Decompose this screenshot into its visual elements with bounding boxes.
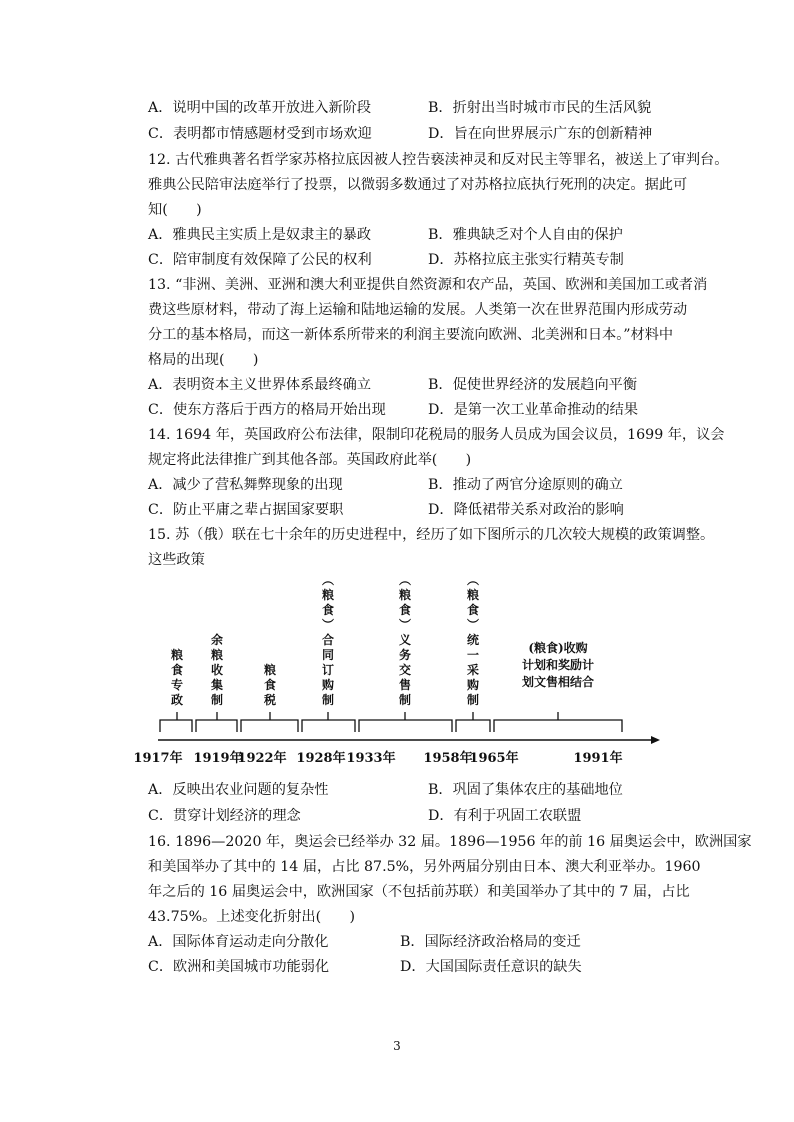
timeline-year-label: 1919年	[193, 751, 243, 766]
page-number: 3	[393, 1039, 401, 1053]
q14-stem-line-1: 14. 1694 年，英国政府公布法律，限制印花税局的服务人员成为国会议员，1699 年，议会	[148, 427, 725, 443]
timeline-axis-arrow	[651, 736, 660, 744]
q12-stem-line-3: 知( )	[148, 202, 202, 218]
timeline-year-label: 1991年	[573, 751, 623, 766]
q13-stem-line-4: 格局的出现( )	[148, 352, 259, 368]
q16-option-d: D．大国国际责任意识的缺失	[400, 959, 582, 975]
timeline-policy-label: 粮食专政	[170, 648, 184, 707]
q13-option-b: B．促使世界经济的发展趋向平衡	[428, 377, 638, 393]
q14-stem-line-2: 规定将此法律推广到其他各部。英国政府此举( )	[148, 452, 472, 468]
timeline-policy-label: (粮食)收购计划和奖励计划文售相结合	[521, 641, 595, 689]
q11-option-b: B．折射出当时城市市民的生活风貌	[428, 100, 652, 116]
policy-timeline-figure	[130, 580, 670, 770]
timeline-policy-label: 粮食税	[263, 663, 277, 707]
q12-option-a: A．雅典民主实质上是奴隶主的暴政	[148, 227, 372, 243]
q13-stem-line-2: 费这些原材料，带动了海上运输和陆地运输的发展。人类第一次在世界范围内形成劳动	[148, 302, 688, 318]
timeline-brackets	[160, 712, 622, 732]
q14-option-c: C．防止平庸之辈占据国家要职	[148, 502, 344, 518]
timeline-year-label: 1965年	[469, 751, 519, 766]
q16-stem-line-2: 和美国举办了其中的 14 届，占比 87.5%，另外两届分别由日本、澳大利亚举办。1960	[148, 859, 701, 875]
q13-stem-line-1: 13. “非洲、美洲、亚洲和澳大利亚提供自然资源和农产品，英国、欧洲和美国加工或者消	[148, 277, 708, 293]
q13-option-c: C．使东方落后于西方的格局开始出现	[148, 402, 386, 418]
q15-option-c: C．贯穿计划经济的理念	[148, 808, 301, 824]
q15-stem-line-2: 这些政策	[148, 552, 205, 568]
q13-option-d: D．是第一次工业革命推动的结果	[428, 402, 639, 418]
q13-option-a: A．表明资本主义世界体系最终确立	[148, 377, 372, 393]
q12-stem-line-2: 雅典公民陪审法庭举行了投票，以微弱多数通过了对苏格拉底执行死刑的决定。据此可	[148, 177, 688, 193]
q15-option-d: D．有利于巩固工农联盟	[428, 808, 582, 824]
q13-stem-line-3: 分工的基本格局，而这一新体系所带来的利润主要流向欧洲、北美洲和日本。”材料中	[148, 327, 674, 343]
q11-option-a: A．说明中国的改革开放进入新阶段	[148, 100, 372, 116]
q12-option-d: D．苏格拉底主张实行精英专制	[428, 252, 624, 268]
timeline-year-label: 1958年	[423, 751, 473, 766]
timeline-year-label: 1917年	[133, 751, 183, 766]
q15-stem-line-1: 15. 苏（俄）联在七十余年的历史进程中，经历了如下图所示的几次较大规模的政策调整。	[148, 527, 715, 543]
timeline-policy-label: ︵粮食︶合同订购制	[321, 580, 335, 707]
timeline-policy-label: ︵粮食︶统一采购制	[466, 580, 480, 707]
q12-stem-line-1: 12. 古代雅典著名哲学家苏格拉底因被人控告亵渎神灵和反对民主等罪名，被送上了审判台。	[148, 152, 729, 168]
q16-option-b: B．国际经济政治格局的变迁	[400, 934, 581, 950]
q11-option-c: C．表明都市情感题材受到市场欢迎	[148, 126, 372, 142]
timeline-policy-label: ︵粮食︶义务交售制	[398, 580, 412, 707]
q14-option-d: D．降低裙带关系对政治的影响	[428, 502, 624, 518]
q16-option-c: C．欧洲和美国城市功能弱化	[148, 959, 330, 975]
q15-option-b: B．巩固了集体农庄的基础地位	[428, 782, 623, 798]
q16-stem-line-3: 年之后的 16 届奥运会中，欧洲国家（不包括前苏联）和美国举办了其中的 7 届，占比	[148, 884, 690, 900]
timeline-policy-label: 余粮收集制	[210, 633, 224, 707]
q16-stem-line-1: 16. 1896—2020 年，奥运会已经举办 32 届。1896—1956 年的前 16 届奥运会中，欧洲国家	[148, 834, 752, 850]
q12-option-b: B．雅典缺乏对个人自由的保护	[428, 227, 623, 243]
q15-option-a: A．反映出农业问题的复杂性	[148, 782, 329, 798]
q11-option-d: D．旨在向世界展示广东的创新精神	[428, 126, 653, 142]
timeline-year-label: 1928年	[296, 751, 346, 766]
q12-option-c: C．陪审制度有效保障了公民的权利	[148, 252, 372, 268]
q16-stem-line-4: 43.75%。上述变化折射出( )	[148, 909, 356, 925]
timeline-year-label: 1933年	[346, 751, 396, 766]
q14-option-b: B．推动了两官分途原则的确立	[428, 477, 623, 493]
q16-option-a: A．国际体育运动走向分散化	[148, 934, 329, 950]
q14-option-a: A．减少了营私舞弊现象的出现	[148, 477, 343, 493]
timeline-year-label: 1922年	[237, 751, 287, 766]
